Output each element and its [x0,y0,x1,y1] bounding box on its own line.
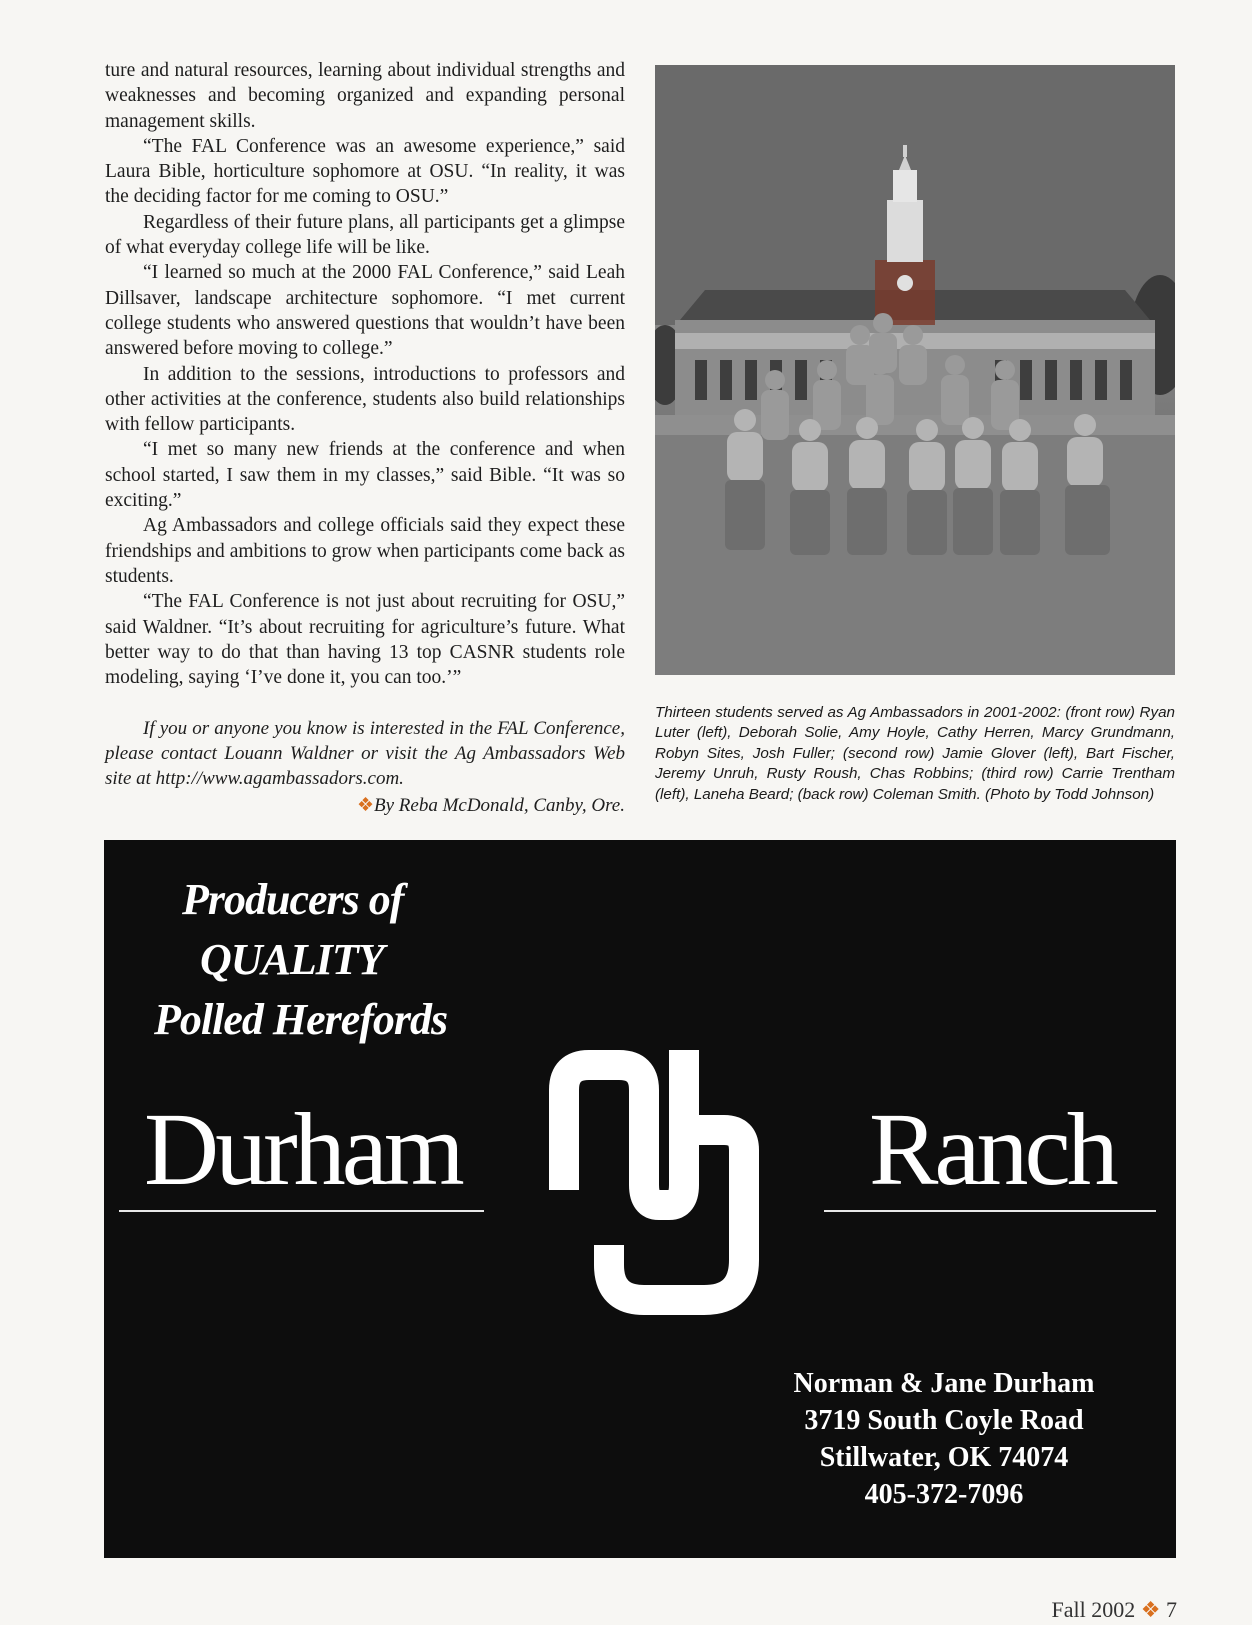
article-paragraph: In addition to the sessions, introductions to professors and other activities at the conference, students also build relationships with fellow participants. [105,363,625,436]
article-paragraph: “I learned so much at the 2000 FAL Conference,” said Leah Dillsaver, landscape architecture sophomore. “I met current college students who answered questions that wouldn’t have been answered before moving to college.” [105,262,625,360]
tagline-line: Producers of [182,875,404,924]
divider-rule [824,1210,1156,1212]
group-photo [655,65,1175,675]
divider-rule [119,1210,484,1212]
article-column [105,58,625,819]
article-paragraph: ture and natural resources, learning about individual strengths and weaknesses and becoming organized and expanding personal management skills. [105,60,625,132]
byline-text: By Reba McDonald, Canby, Ore. [374,795,625,817]
ad-contact [784,1365,1104,1513]
contact-street: 3719 South Coyle Road [804,1405,1084,1436]
issue-label: Fall 2002 [1051,1597,1136,1622]
article-paragraph: Regardless of their future plans, all participants get a glimpse of what everyday college life will be like. [105,211,625,259]
tagline-line: Polled Herefords [154,995,448,1044]
article-paragraph: Ag Ambassadors and college officials said they expect these friendships and ambitions to grow when participants come back as students. [105,515,625,587]
durham-ranch-ad [104,840,1176,1558]
photo-caption: Thirteen students served as Ag Ambassadors in 2001-2002: (front row) Ryan Luter (left), Deborah Solie, Amy Hoyle, Cathy Herren, Marcy Grundmann, Robyn Sites, Josh Fuller; (second row) Jamie Glover (left), Bart Fischer, Jeremy Unruh, Rusty Roush, Chas Robbins; (third row) Carrie Trentham (left), Laneha Beard; (back row) Coleman Smith. (Photo by Todd Johnson) [655,704,1175,803]
contact-city: Stillwater, OK 74074 [819,1442,1069,1473]
group-photo-illustration [655,65,1175,675]
ranch-name-right: Ranch [869,1092,1115,1207]
ranch-name-left: Durham [144,1092,461,1207]
ad-tagline [154,870,454,1050]
diamond-icon: ❖ [1140,1597,1161,1622]
byline [105,793,625,818]
closing-note: If you or anyone you know is interested in the FAL Conference, please contact Louann Waldner or visit the Ag Ambassadors Web site at http://www.agambassadors.com. [105,718,625,790]
article-paragraph: “The FAL Conference was an awesome experience,” said Laura Bible, horticulture sophomore at OSU. “In reality, it was the deciding factor for me coming to OSU.” [105,135,625,208]
contact-phone: 405-372-7096 [864,1479,1024,1510]
article-paragraph: “I met so many new friends at the conference and when school started, I saw them in my classes,” said Bible. “It was so exciting.” [105,439,625,512]
contact-names: Norman & Jane Durham [793,1368,1095,1399]
ranch-brand-icon [544,1035,764,1315]
page-footer [1052,1597,1177,1623]
diamond-icon: ❖ [356,795,374,817]
tagline-line: QUALITY [200,935,384,984]
article-paragraph: “The FAL Conference is not just about recruiting for OSU,” said Waldner. “It’s about recruiting for agriculture’s future. What better way to do that than having 13 top CASNR students role modeling, saying ‘I’ve done it, you can too.’” [105,591,625,689]
page-number: 7 [1166,1597,1177,1622]
